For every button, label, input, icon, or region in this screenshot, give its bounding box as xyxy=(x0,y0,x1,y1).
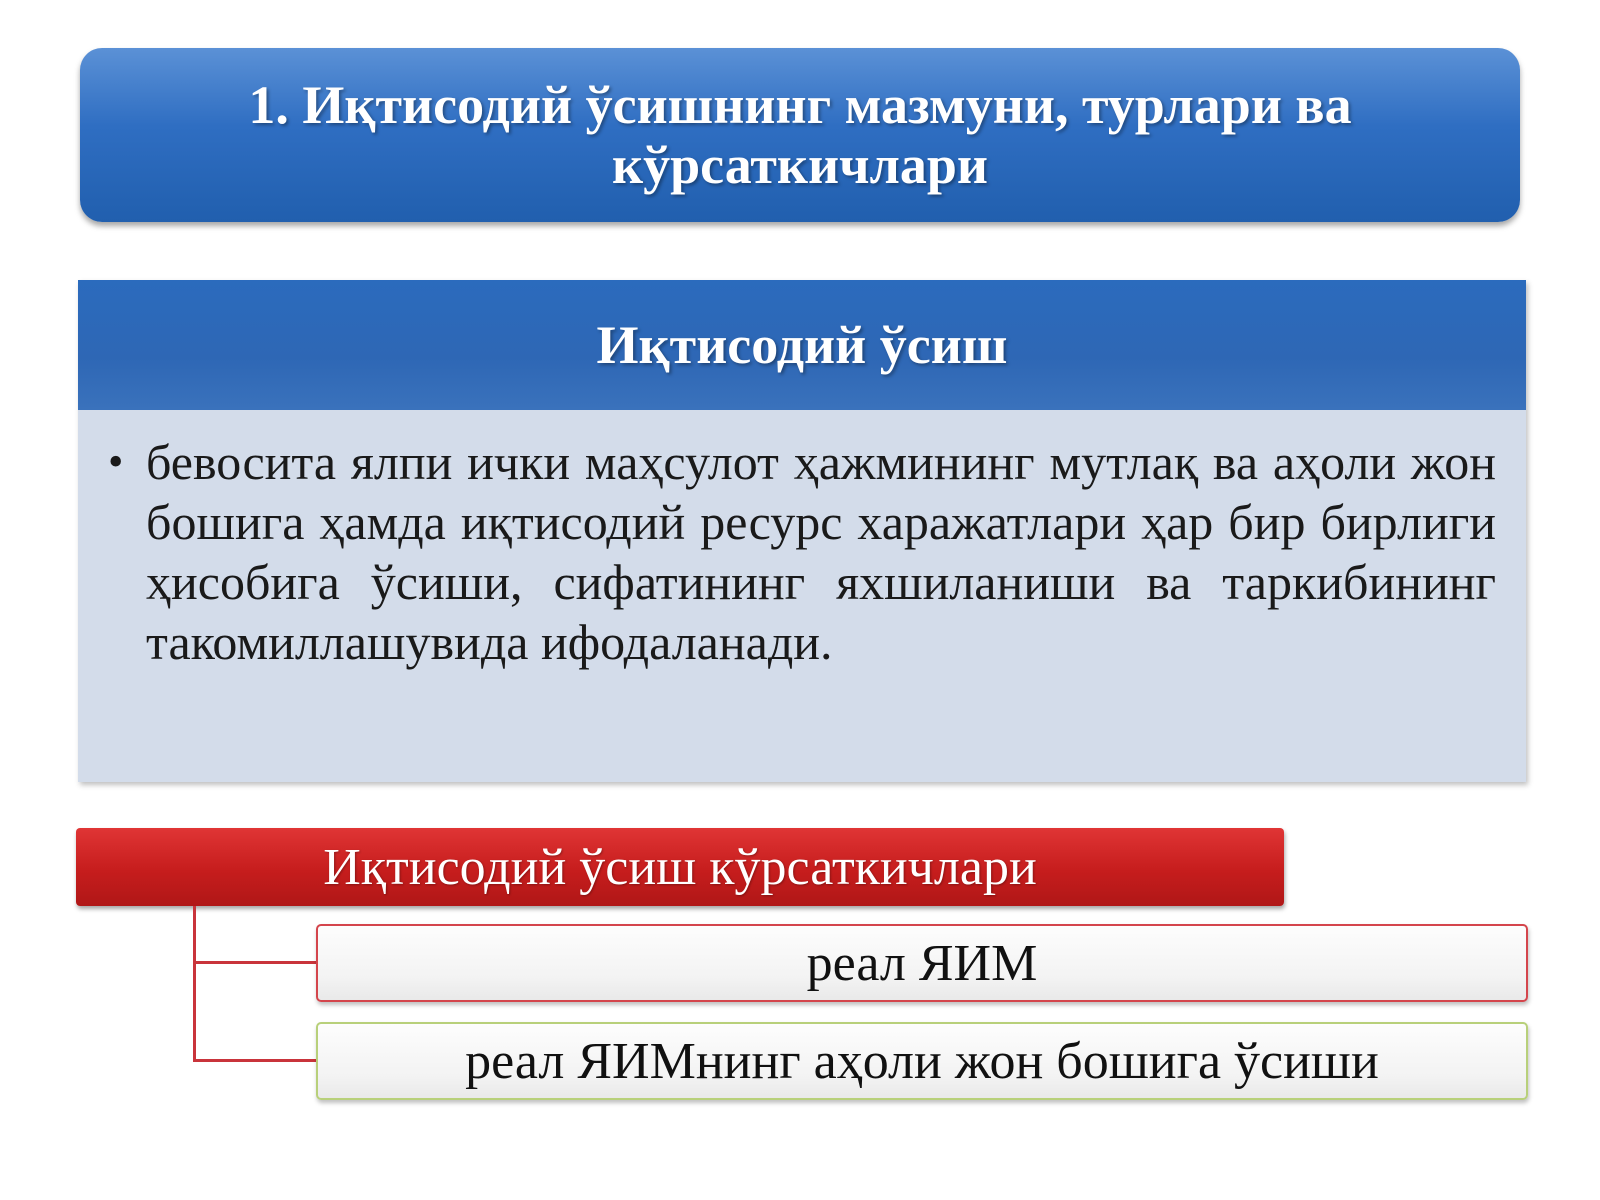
slide-title: 1. Иқтисодий ўсишнинг мазмуни, турлари ва кўрсаткичлари xyxy=(248,75,1352,195)
definition-box xyxy=(78,280,1526,782)
indicator-item-label: реал ЯИМнинг аҳоли жон бошига ўсиши xyxy=(465,1032,1379,1090)
definition-body xyxy=(78,410,1526,782)
tree-connector-branch-1 xyxy=(193,961,317,964)
indicators-title: Иқтисодий ўсиш кўрсаткичлари xyxy=(323,838,1037,896)
bullet-icon: • xyxy=(108,437,124,486)
definition-list xyxy=(104,432,1496,672)
definition-title: Иқтисодий ўсиш xyxy=(596,315,1008,375)
definition-header xyxy=(78,280,1526,410)
indicator-item-real-gdp-per-capita xyxy=(316,1022,1528,1100)
definition-text: бевосита ялпи ички маҳсулот ҳажмининг мутлақ ва аҳоли жон бошига ҳамда иқтисодий ресурс харажатлари ҳар бир бирлиги ҳисобига ўсиши, сифатининг яхшиланиши ва таркибининг такомиллашувида ифодаланади. xyxy=(146,434,1496,670)
indicator-item-label: реал ЯИМ xyxy=(806,934,1038,992)
tree-connector-vertical xyxy=(193,906,196,1062)
indicators-header xyxy=(76,828,1284,906)
definition-bullet-item xyxy=(108,432,1496,672)
title-banner xyxy=(80,48,1520,222)
indicator-item-real-gdp xyxy=(316,924,1528,1002)
tree-connector-branch-2 xyxy=(193,1059,317,1062)
